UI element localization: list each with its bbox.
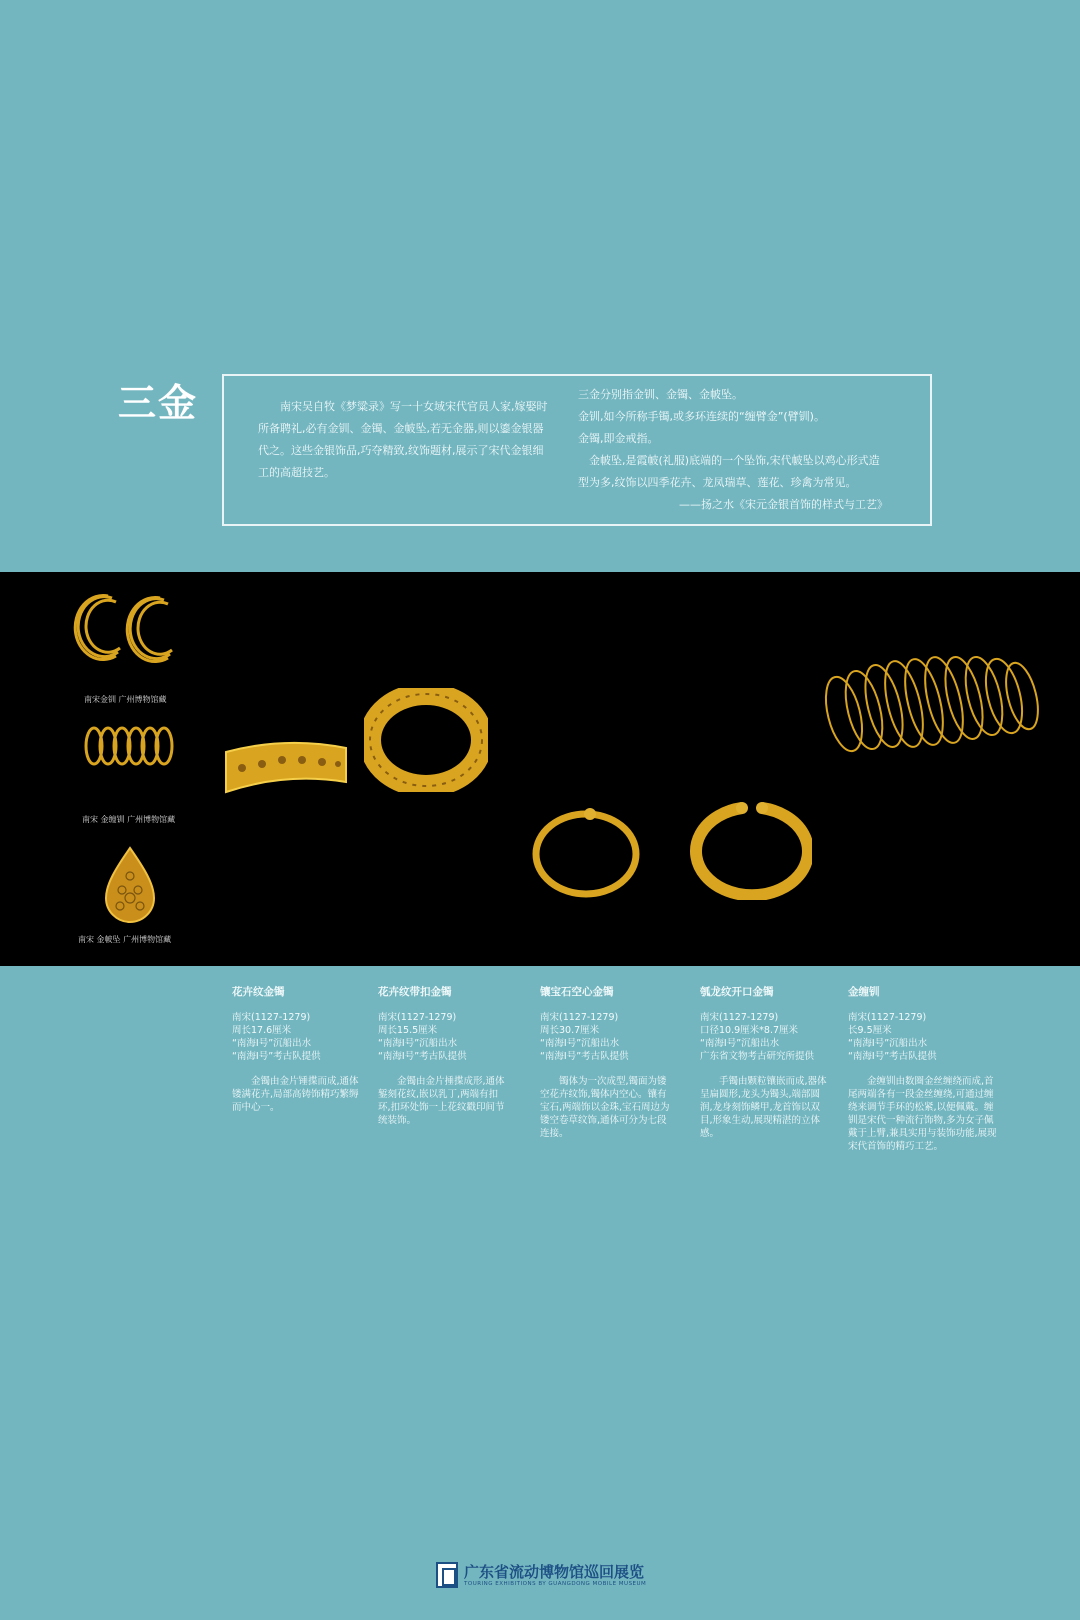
artifact-meta: “南海Ⅰ号”考古队提供 — [232, 1051, 321, 1062]
artifact-meta: 口径10.9厘米*8.7厘米 — [700, 1025, 799, 1036]
artifact-item — [378, 986, 508, 1127]
intro-citation: ——扬之水《宋元金银首饰的样式与工艺》 — [679, 498, 888, 511]
artifact-meta: “南海Ⅰ号”沉船出水 — [540, 1038, 620, 1049]
intro-line: 三金分别指金钏、金镯、金帔坠。 — [578, 388, 743, 401]
artifact-desc: 金镯由金片捶揲成形,通体錾刻花纹,嵌以乳丁,两端有扣环,扣环处饰一上花纹戳印间节统装饰。 — [378, 1076, 505, 1126]
intro-line: 金钏,如今所称手镯,或多环连续的“缠臂金”(臂钏)。 — [578, 410, 825, 423]
intro-line: 金帔坠,是霞帔(礼服)底端的一个坠饰,宋代帔坠以鸡心形式造型为多,纹饰以四季花卉、龙凤瑞草、莲花、珍禽为常见。 — [578, 454, 880, 489]
artifact-meta: “南海Ⅰ号”考古队提供 — [540, 1051, 629, 1062]
footer-subtitle: TOURING EXHIBITIONS BY GUANGDONG MOBILE MUSEUM — [464, 1581, 647, 1587]
museum-logo-icon — [436, 1562, 458, 1588]
artifact-meta: 长9.5厘米 — [848, 1025, 892, 1036]
artifact-meta: “南海Ⅰ号”沉船出水 — [232, 1038, 312, 1049]
section-title: 三金 — [118, 381, 199, 425]
artifact-meta: “南海Ⅰ号”考古队提供 — [848, 1051, 937, 1062]
floral-bracelet-image — [222, 732, 350, 804]
thumb-caption: 南宋 金缠钏 广州博物馆藏 — [82, 815, 176, 824]
intro-box — [222, 374, 932, 526]
artifact-meta: “南海Ⅰ号”沉船出水 — [848, 1038, 928, 1049]
artifact-photo-band — [0, 572, 1080, 966]
artifact-item — [232, 986, 362, 1114]
artifact-name: 金缠钏 — [848, 986, 880, 998]
thumb-caption: 南宋金钏 广州博物馆藏 — [84, 695, 167, 704]
artifact-name: 花卉纹金镯 — [232, 986, 285, 998]
intro-line: 金镯,即金戒指。 — [578, 432, 659, 445]
artifact-meta: 南宋(1127-1279) — [848, 1012, 927, 1023]
artifact-desc: 金镯由金片锤揲而成,通体镂满花卉,局部高铸饰精巧繁缛而中心一。 — [232, 1076, 359, 1113]
artifact-name: 镶宝石空心金镯 — [540, 986, 614, 998]
arm-coil-image — [818, 652, 1044, 762]
artifact-desc: 镯体为一次成型,镯面为镂空花卉纹饰,镯体内空心。镶有宝石,两端饰以金珠,宝石周边为镂空卷草纹饰,通体可分为七段连接。 — [540, 1076, 670, 1139]
artifact-item — [700, 986, 830, 1140]
artifact-meta: 广东省文物考古研究所提供 — [700, 1051, 815, 1062]
artifact-meta: 周长30.7厘米 — [540, 1025, 600, 1036]
artifact-item — [848, 986, 1000, 1153]
artifact-desc: 手镯由颗粒镶嵌而成,器体呈扁圆形,龙头为镯头,端部圆润,龙身刻饰鳞甲,龙首饰以双目,形象生动,展现精湛的立体感。 — [700, 1076, 827, 1139]
spiral-ring-image — [82, 722, 178, 770]
artifact-meta: 周长15.5厘米 — [378, 1025, 438, 1036]
artifact-meta: 南宋(1127-1279) — [378, 1012, 457, 1023]
artifact-meta: 南宋(1127-1279) — [540, 1012, 619, 1023]
artifact-name: 花卉纹带扣金镯 — [378, 986, 452, 998]
museum-footer — [436, 1561, 696, 1591]
buckle-bracelet-image — [364, 688, 488, 792]
artifact-item — [540, 986, 670, 1140]
gem-hollow-bracelet-image — [530, 802, 642, 898]
pendant-image — [104, 846, 156, 924]
artifact-meta: “南海Ⅰ号”考古队提供 — [378, 1051, 467, 1062]
artifact-meta: 周长17.6厘米 — [232, 1025, 292, 1036]
footer-title: 广东省流动博物馆巡回展览 — [464, 1563, 645, 1581]
coil-rings-image — [72, 588, 188, 664]
thumb-caption: 南宋 金帔坠 广州博物馆藏 — [78, 935, 172, 944]
artifact-meta: 南宋(1127-1279) — [700, 1012, 779, 1023]
dragon-bracelet-image — [684, 798, 812, 900]
artifact-meta: 南宋(1127-1279) — [232, 1012, 311, 1023]
intro-right-text — [578, 384, 888, 516]
artifact-meta: “南海Ⅰ号”沉船出水 — [700, 1038, 780, 1049]
intro-left-text: 南宋吴自牧《梦粱录》写一十女域宋代官员人家,嫁娶时所备聘礼,必有金钏、金镯、金帔坠,若无金器,则以鎏金银器代之。这些金银饰品,巧夺精致,纹饰题材,展示了宋代金银细工的高超技艺。 — [258, 400, 548, 479]
artifact-desc: 金缠钏由数圈金丝缠绕而成,首尾两端各有一段金丝缠绕,可通过缠绕来调节手环的松紧,以便佩戴。缠钏是宋代一种流行饰物,多为女子佩戴于上臂,兼具实用与装饰功能,展现宋代首饰的精巧工艺。 — [848, 1076, 997, 1152]
artifact-name: 瓠龙纹开口金镯 — [700, 986, 774, 998]
artifact-meta: “南海Ⅰ号”沉船出水 — [378, 1038, 458, 1049]
